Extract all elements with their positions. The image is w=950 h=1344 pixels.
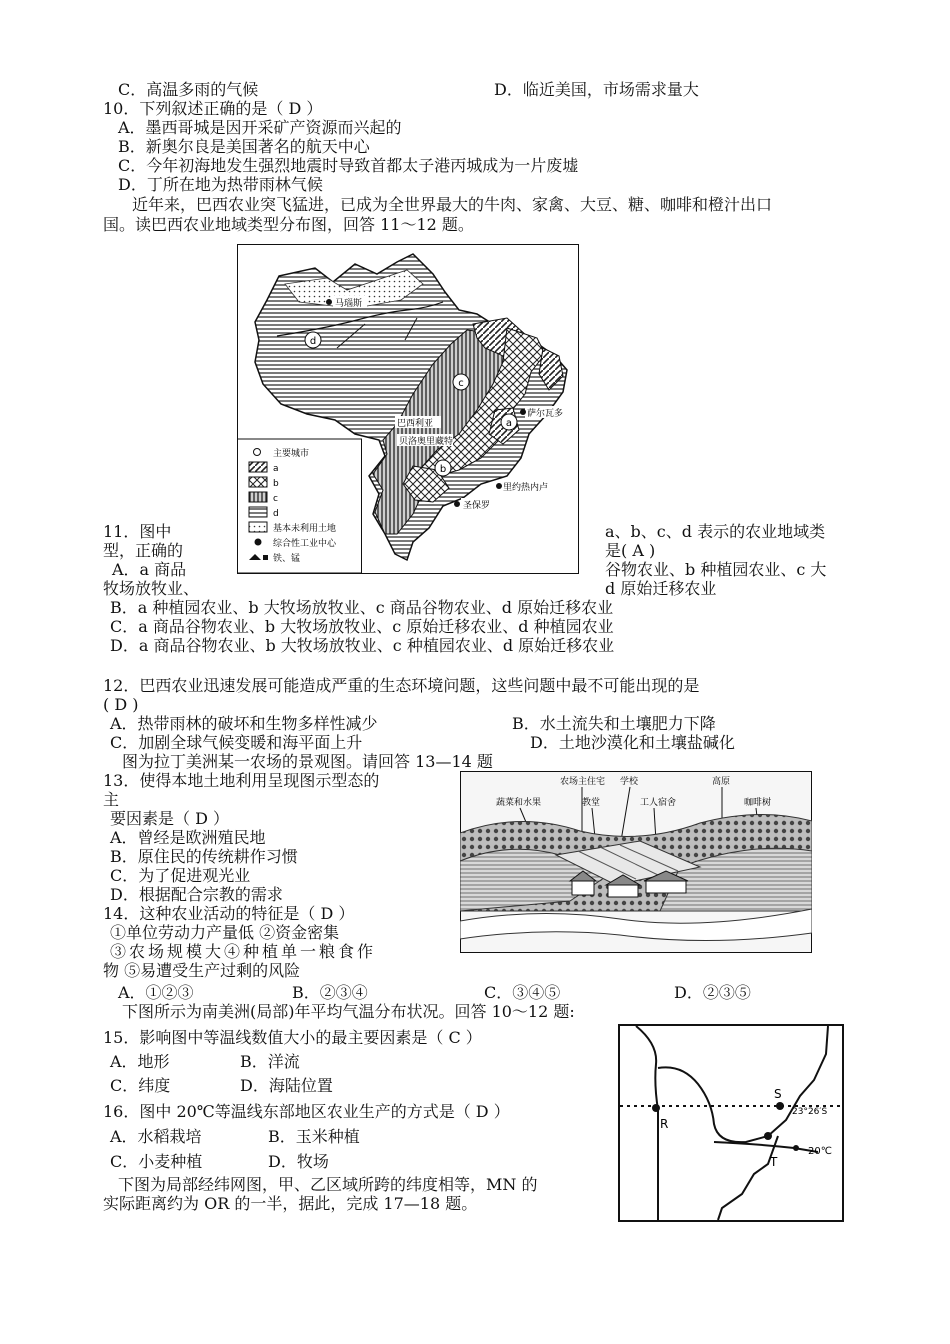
q9-option-d: D．临近美国，市场需求量大 <box>494 80 699 99</box>
intro-grid-1: 下图为局部经纬网图，甲、乙区域所跨的纬度相等，MN 的 <box>118 1175 538 1194</box>
q13-option-a: A．曾经是欧洲殖民地 <box>110 828 266 847</box>
farm-label-owner-house: 农场主住宅 <box>560 777 606 787</box>
farm-landscape-illustration <box>460 771 812 953</box>
q15-option-b: B．洋流 <box>240 1052 300 1071</box>
q14-option-d: D．②③⑤ <box>674 983 751 1002</box>
q10-option-c: C．今年初海地发生强烈地震时导致首都太子港丙城成为一片废墟 <box>118 156 579 175</box>
q16-stem: 16．图中 20℃等温线东部地区农业生产的方式是（ D ） <box>103 1102 510 1121</box>
q14-items-1: ①单位劳动力产量低 ②资金密集 <box>110 923 340 942</box>
q13-option-d: D．根据配合宗教的需求 <box>110 885 283 904</box>
q15-stem: 15．影响图中等温线数值大小的最主要因素是（ C ） <box>103 1028 482 1047</box>
q10-option-d: D．丁所在地为热带雨林气候 <box>118 175 323 194</box>
q14-stem: 14．这种农业活动的特征是（ D ） <box>103 904 355 923</box>
q10-stem: 10．下列叙述正确的是（ D ） <box>103 99 323 118</box>
q13-stem-1: 13．使得本地土地利用呈现图示型态的 <box>103 771 380 790</box>
q10-option-b: B．新奥尔良是美国著名的航天中心 <box>118 137 370 156</box>
q11-option-b: B．a 种植园农业、b 大牧场放牧业、c 商品谷物农业、d 原始迁移农业 <box>110 598 614 617</box>
q14-option-a: A．①②③ <box>118 983 194 1002</box>
intro-brazil-2: 国。读巴西农业地域类型分布图，回答 11～12 题。 <box>103 215 474 234</box>
q11-option-a-1: A．a 商品 <box>112 560 187 579</box>
svg-text:a: a <box>273 464 279 474</box>
q16-option-b: B．玉米种植 <box>268 1127 360 1146</box>
q12-option-b: B．水土流失和土壤肥力下降 <box>512 714 716 733</box>
city-manaus: 马瑙斯 <box>335 299 363 309</box>
q11-option-d: D．a 商品谷物农业、b 大牧场放牧业、c 种植园农业、d 原始迁移农业 <box>110 636 615 655</box>
q9-option-c: C．高温多雨的气候 <box>118 80 259 99</box>
farm-label-school: 学校 <box>620 777 639 787</box>
intro-south-america: 下图所示为南美洲(局部)年平均气温分布状况。回答 10～12 题: <box>122 1002 575 1021</box>
point-r-label: R <box>660 1117 669 1131</box>
q11-option-c: C．a 商品谷物农业、b 大牧场放牧业、c 原始迁移农业、d 种植园农业 <box>110 617 614 636</box>
q10-option-a: A．墨西哥城是因开采矿产资源而兴起的 <box>118 118 402 137</box>
svg-text:c: c <box>273 494 278 504</box>
q16-option-c: C．小麦种植 <box>110 1152 203 1171</box>
q13-stem-2: 主 <box>103 790 120 809</box>
point-s-label: S <box>774 1087 782 1101</box>
map-label-b: b <box>439 464 447 475</box>
q15-option-d: D．海陆位置 <box>240 1076 333 1095</box>
svg-text:综合性工业中心: 综合性工业中心 <box>273 539 337 549</box>
svg-text:主要城市: 主要城市 <box>273 449 310 459</box>
q14-option-c: C．③④⑤ <box>484 983 561 1002</box>
city-sao-paulo: 圣保罗 <box>463 501 491 511</box>
q16-option-d: D．牧场 <box>268 1152 329 1171</box>
south-america-isotherm-map <box>618 1024 844 1222</box>
isotherm-20-label: 20℃ <box>808 1146 832 1157</box>
map-label-d: d <box>309 336 317 347</box>
farm-label-church: 教堂 <box>582 798 601 808</box>
q16-option-a: A．水稻栽培 <box>110 1127 202 1146</box>
q11-stem-2: 型，正确的 <box>103 541 184 560</box>
q11-stem-1b: a、b、c、d 表示的农业地域类 <box>605 522 826 541</box>
q11-option-a-4: d 原始迁移农业 <box>605 579 717 598</box>
q15-option-c: C．纬度 <box>110 1076 171 1095</box>
intro-farm: 图为拉丁美洲某一农场的景观图。请回答 13—14 题 <box>122 752 493 771</box>
brazil-agriculture-map <box>237 244 579 574</box>
city-belo-horizonte: 贝洛奥里藏特 <box>399 437 454 447</box>
intro-grid-2: 实际距离约为 OR 的一半，据此，完成 17—18 题。 <box>103 1194 478 1213</box>
q12-option-d: D．土地沙漠化和土壤盐碱化 <box>530 733 735 752</box>
map-label-c: c <box>458 378 464 389</box>
q11-stem-1: 11．图中 <box>103 522 172 541</box>
intro-brazil-1: 近年来，巴西农业突飞猛进，已成为全世界最大的牛肉、家禽、大豆、糖、咖啡和橙汁出口 <box>132 195 773 214</box>
city-salvador: 萨尔瓦多 <box>527 409 564 419</box>
map-legend <box>238 439 362 573</box>
q11-answer: 是( A ) <box>605 541 656 560</box>
q14-option-b: B．②③④ <box>292 983 368 1002</box>
point-t-label: T <box>770 1155 778 1169</box>
map-label-a: a <box>505 418 513 429</box>
q12-stem: 12．巴西农业迅速发展可能造成严重的生态环境问题，这些问题中最不可能出现的是 <box>103 676 700 695</box>
tropic-latitude-label: 23°26′S <box>792 1107 828 1117</box>
q11-option-a-2: 谷物农业、b 种植园农业、c 大 <box>605 560 827 579</box>
q12-option-a: A．热带雨林的破坏和生物多样性减少 <box>110 714 378 733</box>
q12-answer: ( D ) <box>103 695 139 714</box>
farm-label-coffee: 咖啡树 <box>744 798 772 808</box>
q15-option-a: A．地形 <box>110 1052 170 1071</box>
q13-option-b: B．原住民的传统耕作习惯 <box>110 847 298 866</box>
svg-text:基本未利用土地: 基本未利用土地 <box>273 524 337 534</box>
q13-stem-3: 要因素是（ D ） <box>110 809 230 828</box>
q13-option-c: C．为了促进观光业 <box>110 866 251 885</box>
farm-label-vegetables: 蔬菜和水果 <box>496 798 542 808</box>
farm-label-plateau: 高原 <box>712 777 731 787</box>
q12-option-c: C．加剧全球气候变暖和海平面上升 <box>110 733 363 752</box>
farm-label-workers: 工人宿舍 <box>640 798 677 808</box>
city-rio: 里约热内卢 <box>503 483 549 493</box>
city-brasilia: 巴西利亚 <box>397 419 434 429</box>
svg-text:b: b <box>273 479 279 489</box>
q14-items-3: 物 ⑤易遭受生产过剩的风险 <box>103 961 301 980</box>
svg-text:d: d <box>273 509 279 519</box>
q11-option-a-3: 牧场放牧业、 <box>103 579 200 598</box>
q14-items-2: ③农场规模大④种植单一粮食作 <box>110 942 377 961</box>
svg-text:铁、锰: 铁、锰 <box>273 554 301 564</box>
